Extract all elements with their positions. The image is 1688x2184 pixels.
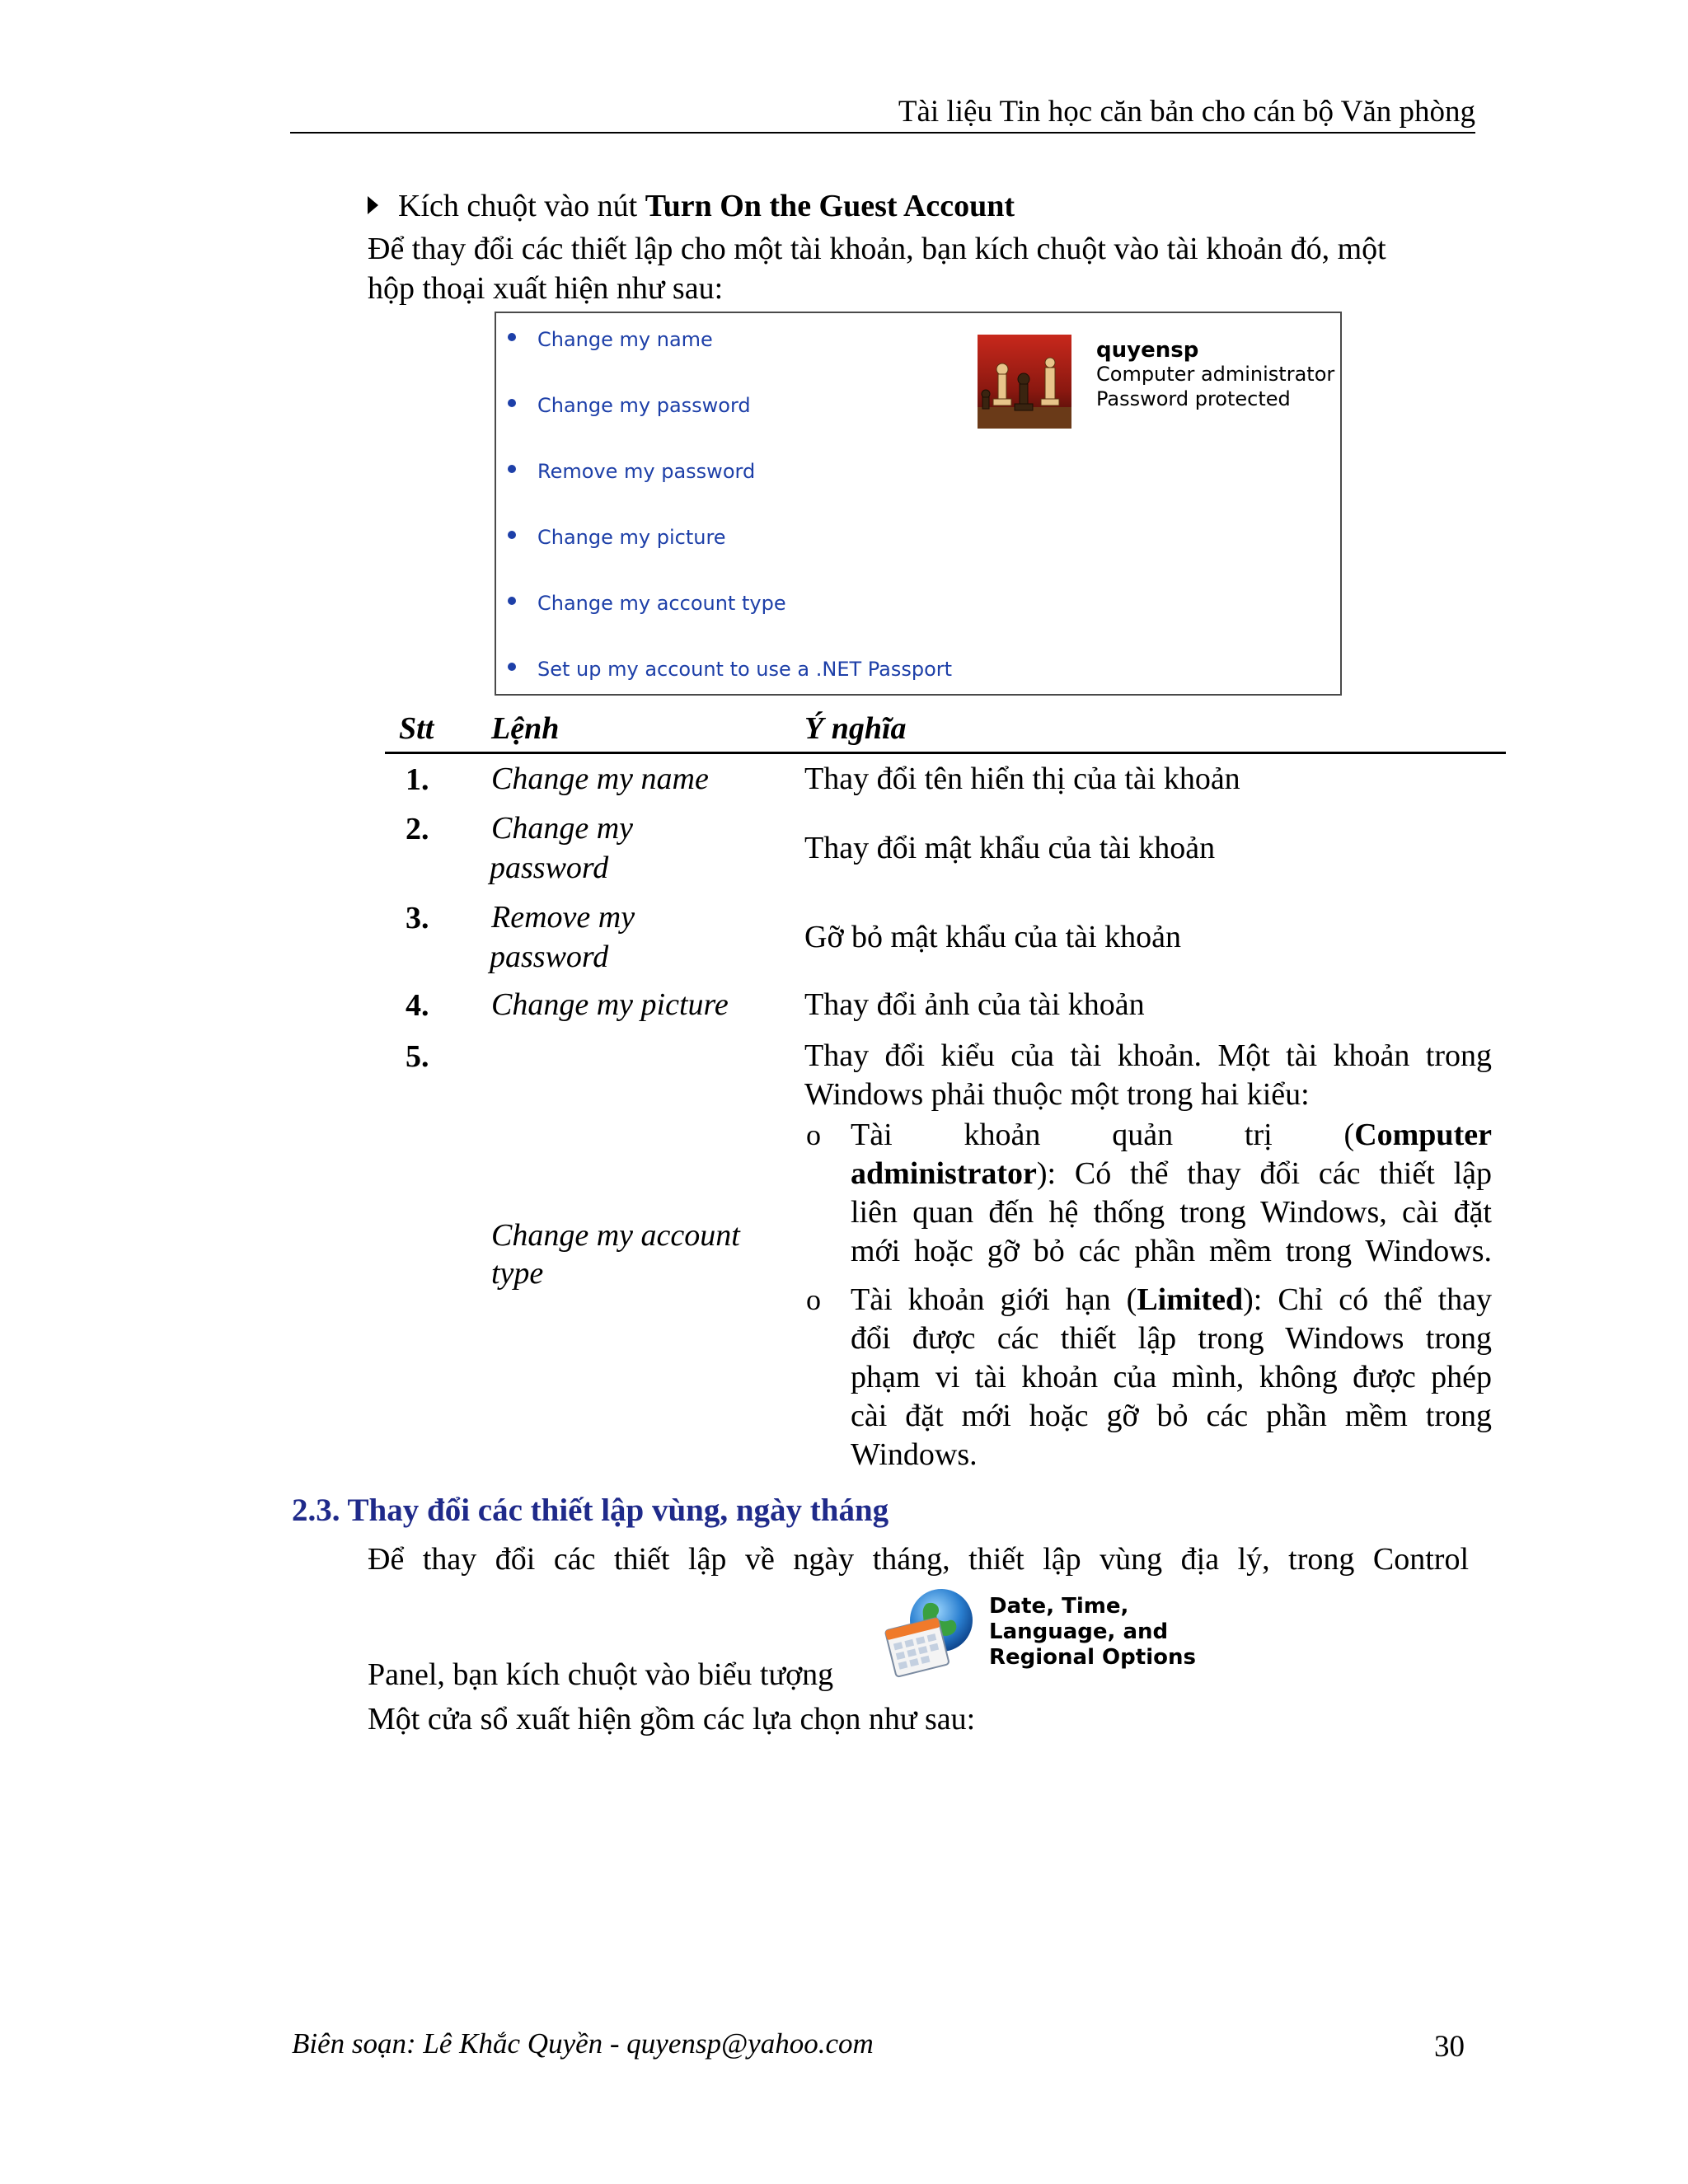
header-title: Tài liệu Tin học căn bản cho cán bộ Văn phòng [898, 95, 1475, 129]
header-rule [290, 132, 1475, 134]
limited-line-2: đổi được các thiết lập trong Windows trong [851, 1321, 1492, 1356]
bullet-dot-icon [508, 663, 516, 671]
bold-term: Computer [1354, 1118, 1492, 1152]
row-number: 2. [406, 812, 429, 846]
section-paragraph-2: Panel, bạn kích chuột vào biểu tượng [368, 1657, 834, 1692]
text: ): Chỉ có thể thay [1243, 1282, 1492, 1317]
task-label: Change my password [537, 394, 751, 417]
word [1344, 1116, 1492, 1155]
row5-meaning-line-2: Windows phải thuộc một trong hai kiểu: [804, 1077, 1310, 1112]
row-meaning: Thay đổi ảnh của tài khoản [804, 987, 1145, 1022]
bold-term: administrator [851, 1156, 1037, 1191]
word: quản [1112, 1118, 1174, 1152]
admin-line-2 [851, 1155, 1492, 1193]
task-label: Change my name [537, 328, 713, 351]
limited-line-3: phạm vi tài khoản của mình, không được phép [851, 1360, 1492, 1394]
page-number: 30 [1434, 2030, 1465, 2064]
task-change-account-type[interactable] [508, 592, 786, 615]
icon-label-line: Regional Options [989, 1645, 1196, 1670]
row-meaning: Gỡ bỏ mật khẩu của tài khoản [804, 920, 1181, 954]
paren: ( [1343, 1118, 1355, 1152]
row-number: 4. [406, 988, 429, 1023]
row-command: Change my account [491, 1218, 740, 1253]
intro-line-1: Để thay đổi các thiết lập cho một tài khoản, bạn kích chuột vào tài khoản đó, một [368, 232, 1386, 266]
word: Tài [851, 1118, 893, 1152]
task-change-picture[interactable] [508, 526, 726, 549]
icon-label-line: Date, Time, [989, 1594, 1129, 1619]
account-dialog-screenshot [495, 312, 1342, 696]
text: Tài khoản giới hạn ( [851, 1282, 1137, 1317]
row5-meaning-line-1: Thay đổi kiểu của tài khoản. Một tài khoản trong [804, 1038, 1492, 1073]
row-command: Change my [491, 811, 634, 846]
bullet-dot-icon [508, 597, 516, 605]
admin-line-1 [851, 1116, 1492, 1155]
account-role: Computer administrator [1096, 363, 1335, 386]
section-paragraph-1: Để thay đổi các thiết lập về ngày tháng, thiết lập vùng địa lý, trong Control [368, 1542, 1469, 1577]
row-number: 3. [406, 901, 429, 935]
row-command: Change my picture [491, 987, 729, 1022]
row-command-cont: password [490, 851, 609, 885]
bullet-bold-text: Turn On the Guest Account [645, 189, 1015, 223]
table-header-rule [385, 752, 1506, 754]
footer-author: Biên soạn: Lê Khắc Quyền - quyensp@yahoo.com [292, 2027, 874, 2060]
row-command-cont: type [491, 1256, 544, 1291]
word: trị [1244, 1118, 1273, 1152]
bold-term: Limited [1137, 1282, 1244, 1317]
date-time-regional-options-icon[interactable] [884, 1586, 979, 1678]
table-header-meaning: Ý nghĩa [804, 711, 907, 746]
bullet-dot-icon [508, 399, 516, 407]
limited-line-1 [851, 1281, 1492, 1319]
row-command: Remove my [491, 900, 635, 935]
limited-line-5: Windows. [851, 1437, 978, 1472]
row-number: 1. [406, 762, 429, 797]
task-remove-password[interactable] [508, 460, 755, 483]
account-name: quyensp [1096, 338, 1199, 363]
bullet-dot-icon [508, 465, 516, 473]
task-change-name[interactable] [508, 328, 713, 351]
section-paragraph-3: Một cửa sổ xuất hiện gồm các lựa chọn như sau: [368, 1702, 976, 1736]
bullet-text: Kích chuột vào nút [398, 189, 645, 223]
sub-bullet-marker: o [806, 1283, 821, 1316]
task-change-password[interactable] [508, 394, 751, 417]
bullet-instruction [368, 186, 1015, 226]
bullet-dot-icon [508, 531, 516, 539]
section-title: 2.3. Thay đổi các thiết lập vùng, ngày tháng [292, 1493, 889, 1528]
task-label: Remove my password [537, 460, 756, 483]
sub-bullet-marker: o [806, 1118, 821, 1151]
user-avatar-chess-icon [978, 335, 1071, 429]
icon-label-line: Language, and [989, 1619, 1169, 1644]
table-header-command: Lệnh [491, 711, 560, 746]
row-command: Change my name [491, 762, 709, 796]
triangle-bullet-icon [368, 196, 378, 214]
admin-line-3: liên quan đến hệ thống trong Windows, cài đặt [851, 1195, 1492, 1230]
task-net-passport[interactable] [508, 658, 952, 681]
row-number: 5. [406, 1039, 429, 1074]
row-meaning: Thay đổi mật khẩu của tài khoản [804, 831, 1216, 865]
task-label: Change my picture [537, 526, 726, 549]
intro-line-2: hộp thoại xuất hiện như sau: [368, 271, 724, 306]
table-header-stt: Stt [399, 711, 434, 746]
limited-line-4: cài đặt mới hoặc gỡ bỏ các phần mềm trong [851, 1399, 1492, 1433]
row-meaning: Thay đổi tên hiển thị của tài khoản [804, 762, 1240, 796]
word: khoản [964, 1118, 1041, 1152]
row-command-cont: password [490, 940, 609, 974]
text: ): Có thể thay đổi các thiết lập [1036, 1156, 1492, 1191]
task-label: Set up my account to use a .NET Passport [537, 658, 953, 681]
bullet-dot-icon [508, 333, 516, 341]
date-time-regional-options-label[interactable] [989, 1594, 1196, 1671]
admin-line-4: mới hoặc gỡ bỏ các phần mềm trong Windows. [851, 1234, 1492, 1268]
task-label: Change my account type [537, 592, 786, 615]
account-status: Password protected [1096, 387, 1291, 410]
